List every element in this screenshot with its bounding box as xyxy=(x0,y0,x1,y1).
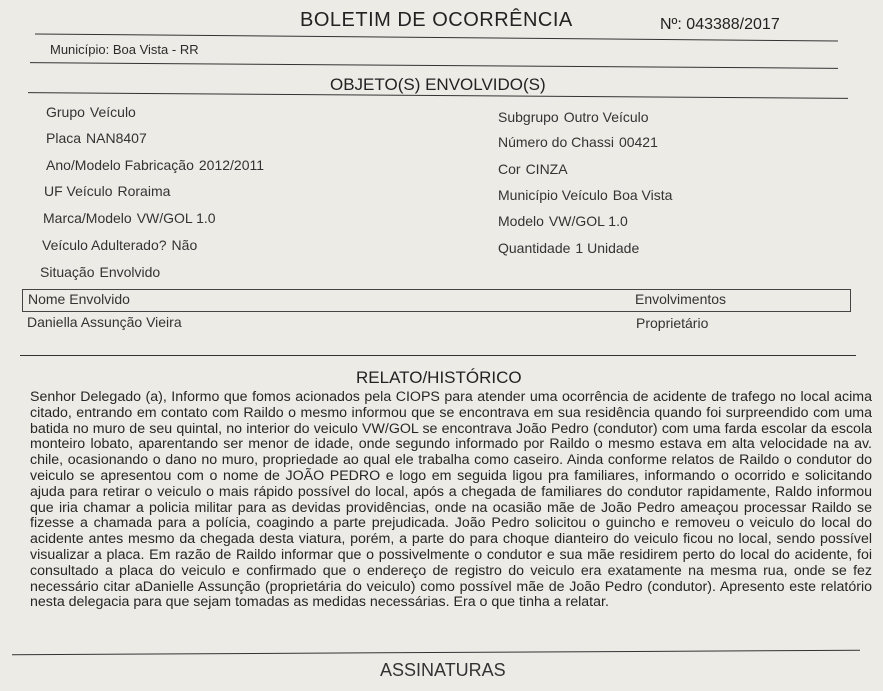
assinaturas-section-title: ASSINATURAS xyxy=(380,660,506,680)
document-title: BOLETIM DE OCORRÊNCIA xyxy=(300,9,573,31)
divider xyxy=(12,650,860,655)
objetos-section-title: OBJETO(S) ENVOLVIDO(S) xyxy=(330,75,546,94)
field-uf-veiculo: UF Veículo Roraima xyxy=(44,183,171,199)
field-marca-modelo: Marca/Modelo VW/GOL 1.0 xyxy=(43,210,216,226)
field-placa: Placa NAN8407 xyxy=(46,130,147,146)
column-header-nome: Nome Envolvido xyxy=(28,291,130,307)
relato-section-title: RELATO/HISTÓRICO xyxy=(356,368,522,387)
document-number: Nº: 043388/2017 xyxy=(660,16,780,33)
table-row-name: Daniella Assunção Vieira xyxy=(27,314,182,330)
field-ano-modelo: Ano/Modelo Fabricação 2012/2011 xyxy=(46,157,265,173)
envolvidos-table-header xyxy=(22,289,851,312)
field-quantidade: Quantidade 1 Unidade xyxy=(498,240,640,256)
table-row-envolvimento: Proprietário xyxy=(636,315,709,331)
field-adulterado: Veículo Adulterado? Não xyxy=(42,237,198,253)
field-modelo: Modelo VW/GOL 1.0 xyxy=(498,213,628,229)
field-subgrupo: Subgrupo Outro Veículo xyxy=(498,109,649,125)
divider xyxy=(20,355,856,356)
field-municipio-veiculo: Município Veículo Boa Vista xyxy=(498,187,673,203)
field-chassi: Número do Chassi 00421 xyxy=(498,134,658,150)
field-situacao: Situação Envolvido xyxy=(40,264,161,280)
divider xyxy=(35,33,838,41)
column-header-envolvimentos: Envolvimentos xyxy=(635,291,727,307)
field-cor: Cor CINZA xyxy=(498,161,568,177)
municipio-label: Município: Boa Vista - RR xyxy=(50,42,199,57)
relato-text: Senhor Delegado (a), Informo que fomos acionados pela CIOPS para atender uma ocorrência de acidente de trafego no local acima citado, entrando em contato com Raildo o mesmo informou que se encontrava em sua residência quando foi surpreendido com uma batida no muro de seu quintal, no interior do veiculo VW/GOL se encontrava João Pedro (condutor) com uma farda escolar da escola monteiro lobato, aparentando ser menor de idade, onde segundo informado por Raildo o mesmo estava em alta velocidade na av. chile, ocasionando o dano no muro, propriedade ao qual ele trabalha como caseiro. Ainda conforme relatos de Raildo o condutor do veiculo se apresentou com o nome de JOÃO PEDRO e logo em seguida ligou pra familiares, informando o ocorrido e solicitando ajuda para retirar o veiculo o mais rápido possível do local, após a chegada de familiares do condutor rapidamente, Raldo informou que iria chamar a policia militar para as devidas providências, onde na ocasião mãe de João Pedro ameaçou processar Raildo se fizesse a chamada para a polícia, coagindo a parte prejudicada. João Pedro solicitou o guincho e removeu o veiculo do local do acidente antes mesmo da chegada desta viatura, porém, a parte do para choque dianteiro do veiculo ficou no local, sendo possível visualizar a placa. Em razão de Raildo informar que o possivelmente o condutor e sua mãe residirem perto do local do acidente, foi consultado a placa do veiculo e confirmado que o endereço de registro do veiculo era exatamente na mesma rua, onde se fez necessário citar aDanielle Assunção (proprietária do veiculo) como possível mãe de João Pedro (condutor). Apresento este relatório nesta delegacia para que sejam tomadas as medidas necessárias. Era o que tinha a relatar. xyxy=(30,389,872,611)
field-grupo: Grupo Veículo xyxy=(46,104,136,120)
divider xyxy=(30,62,838,69)
